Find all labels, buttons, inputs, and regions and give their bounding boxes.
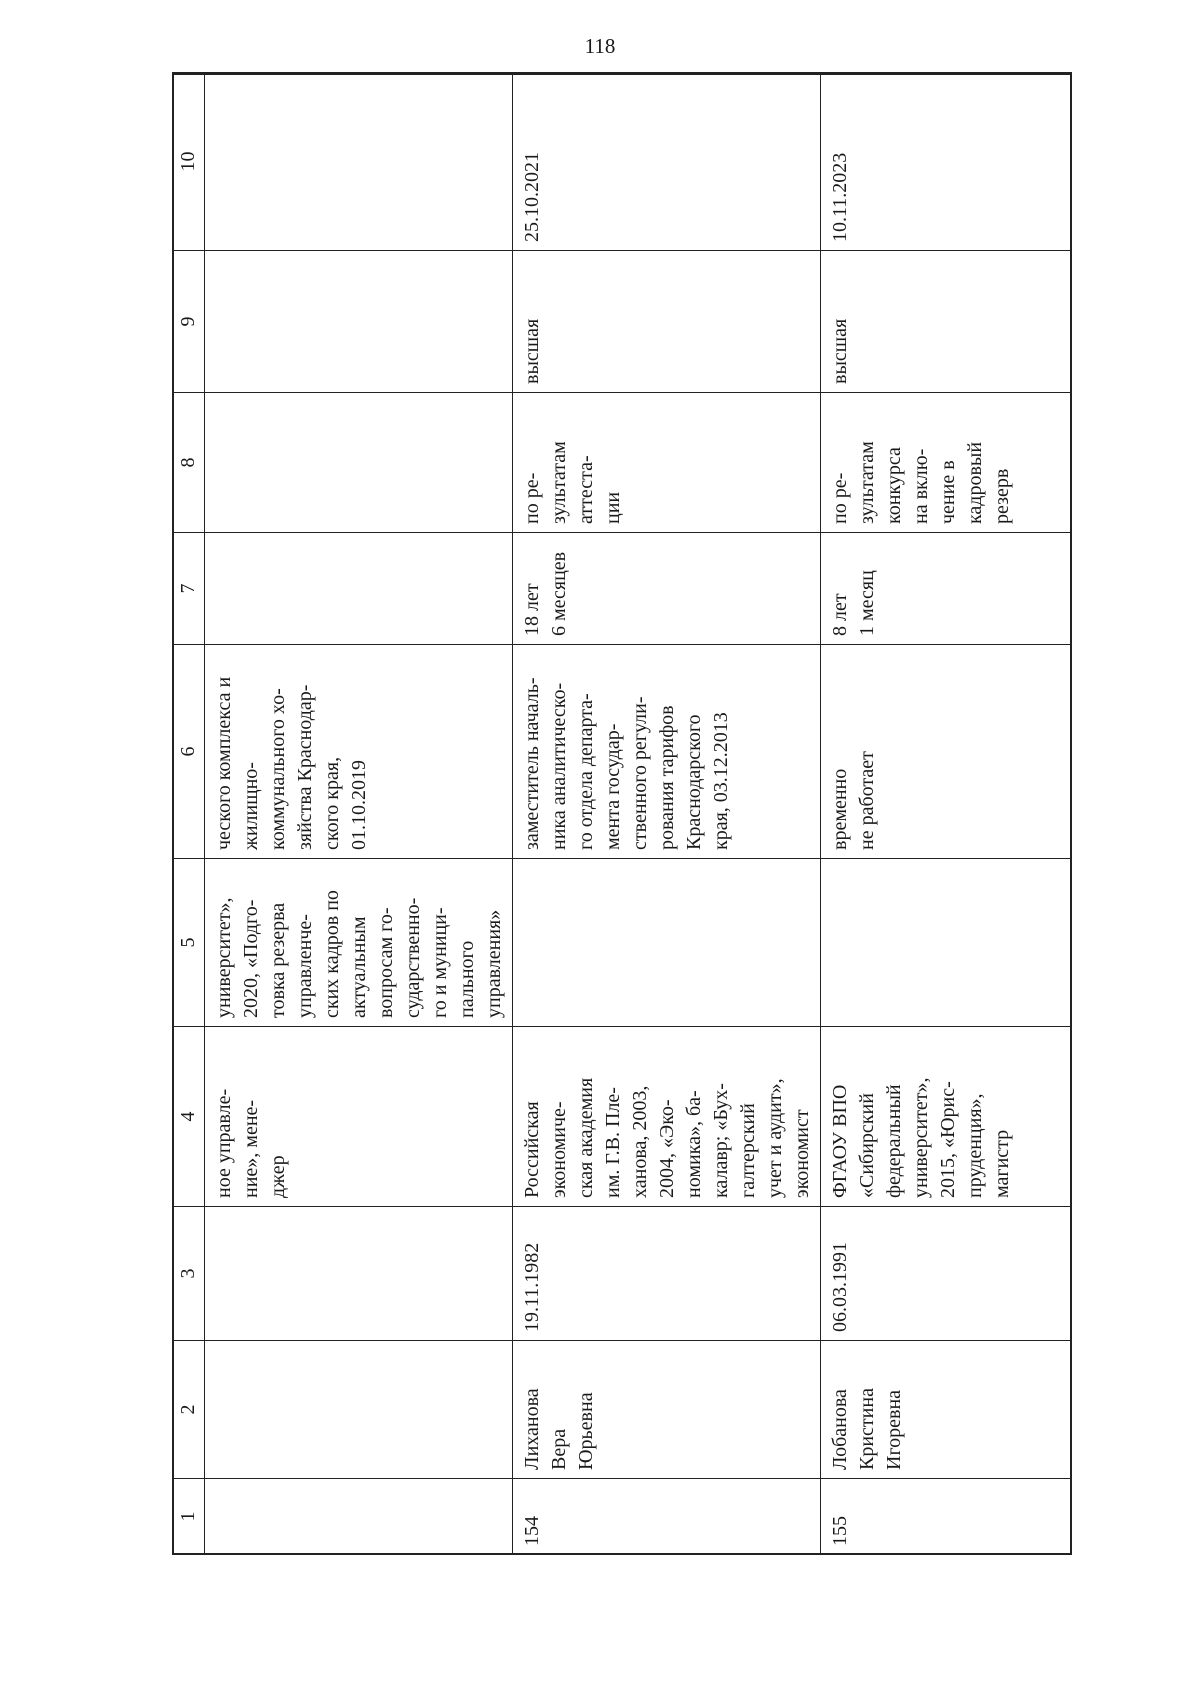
page-number: 118 (584, 34, 616, 58)
cell-position: заместитель началь- ника аналитическо- го отдела департа- мента государ- ственного регули- рования тарифов Краснодарского края, 03.12.2013 (513, 645, 821, 859)
table-row (513, 73, 821, 1555)
cell-birth-date: 06.03.1991 (821, 1207, 1072, 1341)
cell-name: Лобанова Кристина Игоревна (821, 1341, 1072, 1479)
cell-training: университет», 2020, «Подго- товка резерва управленче- ских кадров по актуальным вопросам го- сударственно- го и муници- пального управления» (205, 859, 513, 1027)
cell-basis: по ре- зультатам конкурса на вклю- чение в кадровый резерв (821, 393, 1072, 533)
cell-position: ческого комплекса и жилищно- коммунального хо- зяйства Краснодар- ского края, 01.10.2019 (205, 645, 513, 859)
cell-category: высшая (821, 251, 1072, 393)
cell-name: Лиханова Вера Юрьевна (513, 1341, 821, 1479)
cell-number: 154 (513, 1479, 821, 1555)
column-header: 6 (173, 645, 205, 859)
table-row (205, 73, 513, 1555)
cell-date: 25.10.2021 (513, 73, 821, 251)
cell-experience: 18 лет 6 месяцев (513, 533, 821, 645)
cell-education: Российская экономиче- ская академия им. Г.В. Пле- ханова, 2003, 2004, «Эко- номика», ба- калавр; «Бух- галтерский учет и аудит», экономист (513, 1027, 821, 1207)
cell-birth-date: 19.11.1982 (513, 1207, 821, 1341)
cell-category (205, 251, 513, 393)
rotated-table-container (172, 73, 1072, 1555)
cell-name (205, 1341, 513, 1479)
column-header: 3 (173, 1207, 205, 1341)
cell-basis: по ре- зультатам аттеста- ции (513, 393, 821, 533)
table-row (821, 73, 1072, 1555)
cell-category: высшая (513, 251, 821, 393)
cell-experience (205, 533, 513, 645)
cell-number (205, 1479, 513, 1555)
column-header: 2 (173, 1341, 205, 1479)
header-row (173, 73, 205, 1555)
column-header: 5 (173, 859, 205, 1027)
cell-birth-date (205, 1207, 513, 1341)
personnel-reserve-table (172, 72, 1072, 1555)
cell-experience: 8 лет 1 месяц (821, 533, 1072, 645)
cell-date (205, 73, 513, 251)
column-header: 8 (173, 393, 205, 533)
cell-training (821, 859, 1072, 1027)
cell-basis (205, 393, 513, 533)
cell-education: ФГАОУ ВПО «Сибирский федеральный университет», 2015, «Юрис- пруденция», магистр (821, 1027, 1072, 1207)
cell-position: временно не работает (821, 645, 1072, 859)
column-header: 1 (173, 1479, 205, 1555)
column-header: 7 (173, 533, 205, 645)
column-header: 9 (173, 251, 205, 393)
cell-education: ное управле- ние», мене- джер (205, 1027, 513, 1207)
cell-date: 10.11.2023 (821, 73, 1072, 251)
cell-training (513, 859, 821, 1027)
cell-number: 155 (821, 1479, 1072, 1555)
column-header: 10 (173, 73, 205, 251)
column-header: 4 (173, 1027, 205, 1207)
